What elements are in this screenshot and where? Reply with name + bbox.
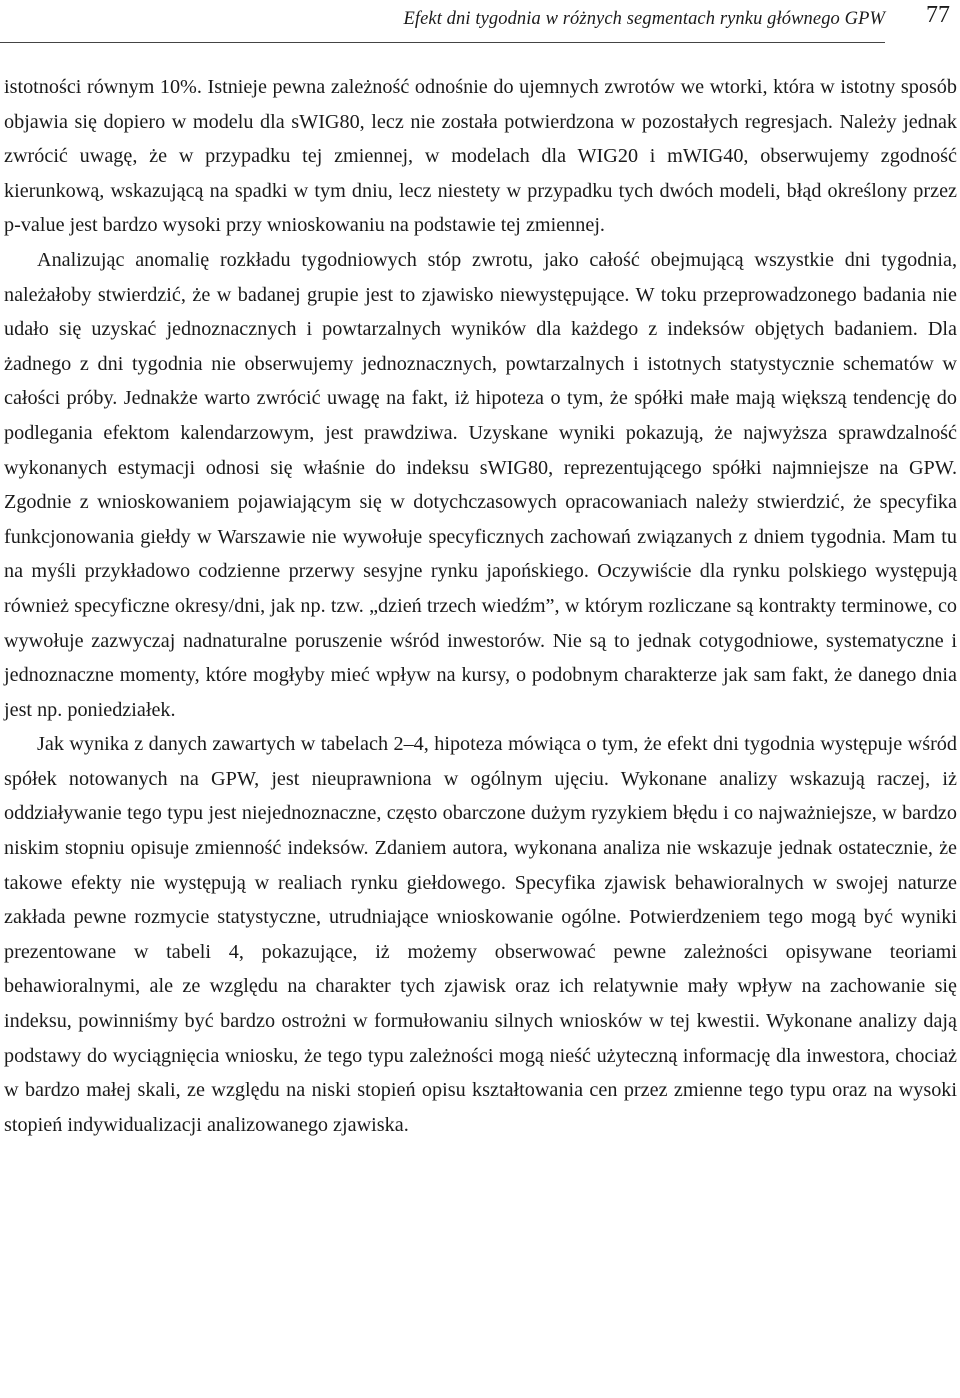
running-header	[0, 0, 885, 43]
page-number: 77	[926, 2, 950, 28]
running-header-title: Efekt dni tygodnia w różnych segmentach rynku głównego GPW	[403, 9, 885, 29]
paragraph-continued: istotności równym 10%. Istnieje pewna zależność odnośnie do ujemnych zwrotów we wtorki, która w istotny sposób objawia się dopiero w modelu dla sWIG80, lecz nie została potwierdzona w pozostałych regresjach. Należy jednak zwrócić uwagę, że w przypadku tej zmiennej, w modelach dla WIG20 i mWIG40, obserwujemy zgodność kierunkową, wskazującą na spadki w tym dniu, lecz niestety w przypadku tych dwóch modeli, błąd określony przez p-value jest bardzo wysoki przy wnioskowaniu na podstawie tej zmiennej.	[4, 76, 957, 237]
paragraph: Jak wynika z danych zawartych w tabelach 2–4, hipoteza mówiąca o tym, że efekt dni tygodnia występuje wśród spółek notowanych na GPW, jest nieuprawniona w ogólnym ujęciu. Wykonane analizy wskazują raczej, iż oddziaływanie tego typu jest niejednoznaczne, często obarczone dużym ryzykiem błędu i co najważniejsze, w bardzo niskim stopniu opisuje zmienność indeksów. Zdaniem autora, wykonana analiza nie wskazuje jednak ostatecznie, że takowe efekty nie występują w realiach rynku giełdowego. Specyfika zjawisk behawioralnych w swojej naturze zakłada pewne rozmycie statystyczne, utrudniające wnioskowanie ogólne. Potwierdzeniem tego mogą być wyniki prezentowane w tabeli 4, pokazujące, iż możemy obserwować pewne zależności opisywane teoriami behawioralnymi, ale ze względu na charakter tych zjawisk oraz ich relatywnie mały wpływ na zachowanie się indeksu, powinniśmy być bardzo ostrożni w formułowaniu silnych wniosków w tej kwestii. Wykonane analizy dają podstawy do wyciągnięcia wniosku, że tego typu zależności mogą nieść użyteczną informację dla inwestora, chociaż w bardzo małej skali, ze względu na niski stopień opisu kształtowania cen przez zmienne tego typu oraz na wysoki stopień indywidualizacji analizowanego zjawiska.	[4, 733, 957, 1136]
body-text	[4, 70, 957, 1142]
paragraph: Analizując anomalię rozkładu tygodniowych stóp zwrotu, jako całość obejmującą wszystkie dni tygodnia, należałoby stwierdzić, że w badanej grupie jest to zjawisko niewystępujące. W toku przeprowadzonego badania nie udało się uzyskać jednoznacznych i powtarzalnych wyników dla każdego z indeksów objętych badaniem. Dla żadnego z dni tygodnia nie obserwujemy jednoznacznych, powtarzalnych i istotnych statystycznie schematów w całości próby. Jednakże warto zwrócić uwagę na fakt, iż hipoteza o tym, że spółki małe mają większą tendencję do podlegania efektom kalendarzowym, jest prawdziwa. Uzyskane wyniki pokazują, że najwyższa sprawdzalność wykonanych estymacji odnosi się właśnie do indeksu sWIG80, reprezentującego spółki najmniejsze na GPW. Zgodnie z wnioskowaniem pojawiającym się w dotychczasowych opracowaniach należy stwierdzić, że specyfika funkcjonowania giełdy w Warszawie nie wywołuje specyficznych zachowań związanych z dniem tygodnia. Mam tu na myśli przykładowo codzienne przerwy sesyjne rynku japońskiego. Oczywiście dla rynku polskiego występują również specyficzne okresy/dni, jak np. tzw. „dzień trzech wiedźm”, w którym rozliczane są kontrakty terminowe, co wywołuje zazwyczaj nadnaturalne poruszenie wśród inwestorów. Nie są to jednak cotygodniowe, systematyczne i jednoznaczne momenty, które mogłyby mieć wpływ na kursy, o podobnym charakterze jak sam fakt, że danego dnia jest np. poniedziałek.	[4, 248, 957, 721]
